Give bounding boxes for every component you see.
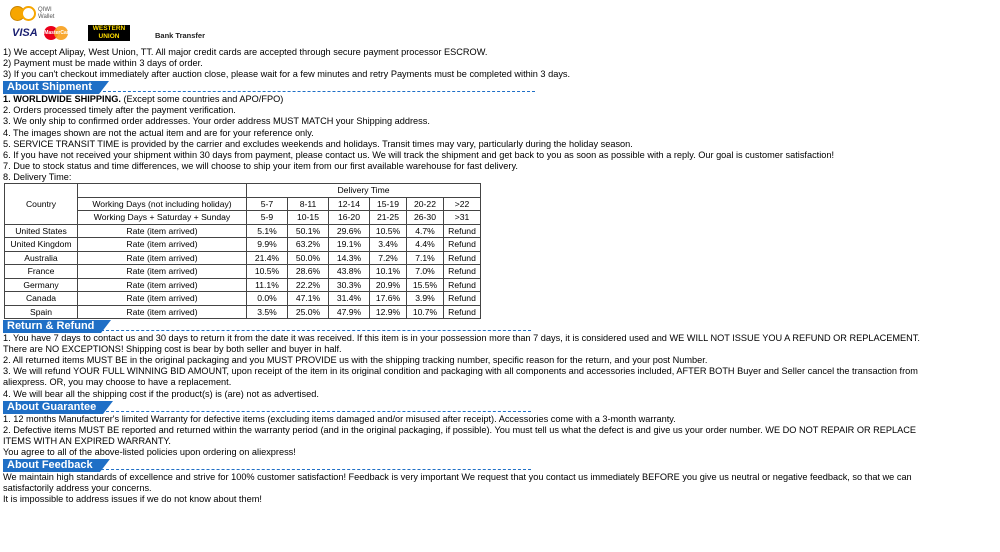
shipment-line-3: 3. We only ship to confirmed order addresses. Your order address MUST MATCH your Shipping address. [3,116,430,127]
table-cell: Refund [444,305,481,319]
payment-term-2: 2) Payment must be made within 3 days of order. [3,58,203,69]
rate-label: Rate (item arrived) [78,265,247,279]
payment-logos [4,3,304,41]
table-row [5,278,481,292]
payment-term-1: 1) We accept Alipay, West Union, TT. All major credit cards are accepted through secure payment processor ESCROW. [3,47,488,57]
feedback-line-1b: satisfactorily address your concerns. [3,483,152,494]
table-cell: 17.6% [370,292,407,306]
table-row [5,224,481,238]
qiwi-wallet-logo [10,6,60,21]
rate-label: Rate (item arrived) [78,251,247,265]
payment-term-3: 3) If you can't checkout immediately after auction close, please wait for a few minutes and retry Payments must be completed within 3 days. [3,69,571,80]
table-cell: 47.1% [288,292,329,306]
guarantee-heading-label: About Guarantee [3,401,103,414]
rate-label: Rate (item arrived) [78,224,247,238]
table-cell: 10.7% [407,305,444,319]
table-cell: 14.3% [329,251,370,265]
table-cell: 3.9% [407,292,444,306]
worldwide-shipping-note: (Except some countries and APO/FPO) [120,94,284,105]
table-cell: 43.8% [329,265,370,279]
table-cell: 5.1% [247,224,288,238]
country-name: United States [5,224,78,238]
country-name: France [5,265,78,279]
table-cell: Refund [444,265,481,279]
feedback-line-1a: We maintain high standards of excellence and strive for 100% customer satisfaction! Feedback is very important We request that you contact us immediately BEFORE you give us neutral or negative feedback, so that we can [3,471,912,482]
table-cell: 16-20 [329,211,370,225]
table-cell: 15-19 [370,197,407,211]
table-cell: 31.4% [329,292,370,306]
shipment-heading-divider [93,91,535,92]
table-cell: 4.4% [407,238,444,252]
policy-content [3,47,997,505]
refund-line-1a: 1. You have 7 days to contact us and 30 days to return it from the date it was received. If this item is in your possession more than 7 days, it is considered used and WE WILL NOT ISSUE YOU A REFUND OR REPLACEMENT. [3,333,920,344]
country-name: Canada [5,292,78,306]
table-cell: 10.5% [247,265,288,279]
shipment-line-6: 6. If you have not received your shipment within 30 days from payment, please contact us. We will track the shipment and get back to you as soon as possible with a reply. Our goal is customer satisfaction! [3,149,835,160]
table-cell: 15.5% [407,278,444,292]
guarantee-line-3: You agree to all of the above-listed policies upon ordering on aliexpress! [3,446,296,457]
table-cell: 3.5% [247,305,288,319]
table-cell: Refund [444,238,481,252]
table-cell: 10.1% [370,265,407,279]
refund-heading-divider [101,330,531,331]
mastercard-text: MasterCard [44,30,72,36]
country-name: United Kingdom [5,238,78,252]
table-header-row [5,184,481,198]
feedback-heading-divider [101,469,531,470]
refund-line-3a: 3. We will refund YOUR FULL WINNING BID AMOUNT, upon receipt of the item in its original condition and packaging with all components and accessories included, AFTER BOTH Buyer and Seller cancel the transaction from [3,366,918,377]
country-name: Australia [5,251,78,265]
refund-heading-label: Return & Refund [3,320,101,333]
feedback-line-2: It is impossible to address issues if we do not know about them! [3,494,262,505]
shipment-heading [3,81,997,94]
table-cell: 20.9% [370,278,407,292]
guarantee-line-1: 1. 12 months Manufacturer's limited Warranty for defective items (excluding items damaged and/or misused after receipt). Accessories come with a 3-month warranty. [3,413,676,424]
guarantee-heading-divider [101,411,531,412]
mastercard-logo [44,26,72,40]
table-row [5,251,481,265]
table-cell: 7.1% [407,251,444,265]
working-days-weekend-label: Working Days + Saturday + Sunday [78,211,247,225]
delivery-time-table [4,183,481,319]
western-union-logo: WESTERN UNION [88,25,130,41]
table-cell: 21-25 [370,211,407,225]
country-name: Germany [5,278,78,292]
table-row [5,265,481,279]
table-row [5,292,481,306]
shipment-line-1 [3,94,997,105]
table-cell: 10.5% [370,224,407,238]
table-cell: 10-15 [288,211,329,225]
feedback-heading [3,459,997,472]
refund-line-4: 4. We will bear all the shipping cost if the product(s) is (are) not as advertised. [3,388,319,399]
refund-line-3b: aliexpress. OR, you may choose to have a replacement. [3,377,232,388]
table-cell: 21.4% [247,251,288,265]
guarantee-heading [3,401,997,414]
table-cell: 50.1% [288,224,329,238]
table-cell: 12.9% [370,305,407,319]
shipment-heading-label: About Shipment [3,81,99,94]
table-cell: >22 [444,197,481,211]
guarantee-line-2a: 2. Defective items MUST BE reported and returned within the warranty period (and in the original packaging, if possible). You must tell us what the defect is and give us your order number. WE DO NOT REPAIR OR REPLACE [3,424,917,435]
bank-transfer-logo: Bank Transfer [155,31,206,40]
table-cell: 7.0% [407,265,444,279]
shipment-line-2: 2. Orders processed timely after the payment verification. [3,105,236,116]
table-cell: 20-22 [407,197,444,211]
table-cell: >31 [444,211,481,225]
country-header: Country [5,184,78,225]
table-cell: Refund [444,278,481,292]
visa-logo: VISA [12,27,38,39]
table-cell: 3.4% [370,238,407,252]
table-cell: 5-9 [247,211,288,225]
guarantee-line-2b: ITEMS WITH AN EXPIRED WARRANTY. [3,435,171,446]
feedback-heading-label: About Feedback [3,459,100,472]
table-cell: 28.6% [288,265,329,279]
table-cell: 63.2% [288,238,329,252]
qiwi-ring-icon [21,6,36,21]
shipment-line-7: 7. Due to stock status and time differences, we will choose to ship your item from our first available warehouse for fast delivery. [3,160,518,171]
rate-label: Rate (item arrived) [78,278,247,292]
working-days-label: Working Days (not including holiday) [78,197,247,211]
table-cell: 9.9% [247,238,288,252]
table-cell: 22.2% [288,278,329,292]
table-cell: Refund [444,224,481,238]
table-cell: 4.7% [407,224,444,238]
table-cell: 8-11 [288,197,329,211]
rate-label: Rate (item arrived) [78,292,247,306]
rate-label: Rate (item arrived) [78,238,247,252]
shipment-line-5: 5. SERVICE TRANSIT TIME is provided by the carrier and excludes weekends and holidays. Transit times may vary, particularly during the holiday season. [3,138,633,149]
table-cell: 5-7 [247,197,288,211]
table-cell: 11.1% [247,278,288,292]
country-name: Spain [5,305,78,319]
worldwide-shipping-label: 1. WORLDWIDE SHIPPING. [3,94,121,105]
table-cell: 19.1% [329,238,370,252]
refund-heading [3,320,997,333]
table-cell: 29.6% [329,224,370,238]
table-cell: 25.0% [288,305,329,319]
table-cell: 12-14 [329,197,370,211]
rate-label: Rate (item arrived) [78,305,247,319]
table-cell: 0.0% [247,292,288,306]
table-cell: Refund [444,251,481,265]
qiwi-wallet-text: QIWI Wallet [38,6,55,20]
refund-line-1b: There are NO EXCEPTIONS! Shipping cost is bear by both seller and buyer in half. [3,344,342,355]
refund-line-2: 2. All returned items MUST BE in the original packaging and you MUST PROVIDE us with the shipping tracking number, specific reason for the return, and your post Number. [3,355,708,366]
table-cell: 30.3% [329,278,370,292]
table-cell: 47.9% [329,305,370,319]
table-cell: Refund [444,292,481,306]
empty-header-cell [78,184,247,198]
shipment-line-8: 8. Delivery Time: [3,171,72,182]
table-cell: 50.0% [288,251,329,265]
table-row [5,305,481,319]
table-row [5,238,481,252]
table-cell: 26-30 [407,211,444,225]
delivery-time-header: Delivery Time [247,184,481,198]
shipment-line-4: 4. The images shown are not the actual item and are for your reference only. [3,127,314,138]
table-cell: 7.2% [370,251,407,265]
